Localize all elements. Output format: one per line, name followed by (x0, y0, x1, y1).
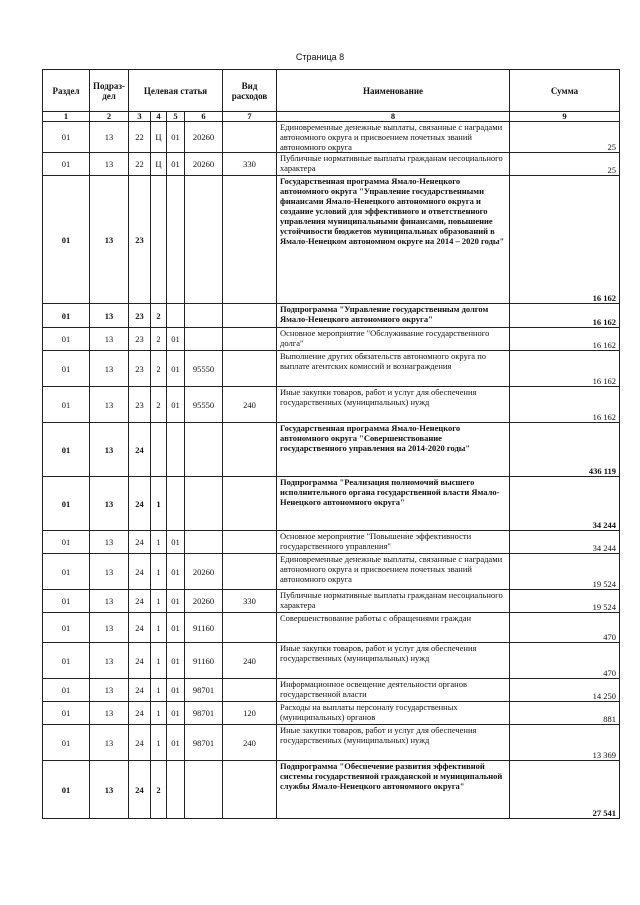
cell-summa: 881 (510, 702, 620, 725)
table-row (43, 725, 620, 761)
cell-razdel: 01 (43, 153, 90, 176)
cell-razdel: 01 (43, 351, 90, 387)
cell-naimenovanie: Информационное освещение деятельности органов государственной власти (277, 679, 510, 702)
cell-target-4 (185, 304, 223, 328)
cell-target-4 (185, 423, 223, 477)
table-row (43, 304, 620, 328)
budget-table (42, 69, 620, 819)
cell-summa: 19 524 (510, 554, 620, 590)
cell-target-2: 1 (151, 531, 167, 554)
cell-target-1: 22 (129, 122, 151, 153)
cell-podrazdel: 13 (90, 679, 129, 702)
cell-target-3: 01 (167, 122, 185, 153)
table-row (43, 176, 620, 304)
table-row (43, 554, 620, 590)
cell-podrazdel: 13 (90, 554, 129, 590)
cell-target-4: 98701 (185, 702, 223, 725)
cell-naimenovanie: Иные закупки товаров, работ и услуг для обеспечения государственных (муниципальных) нужд (277, 643, 510, 679)
cell-target-4: 20260 (185, 153, 223, 176)
cell-target-1: 24 (129, 477, 151, 531)
cell-target-2: 1 (151, 554, 167, 590)
cell-podrazdel: 13 (90, 643, 129, 679)
cell-naimenovanie: Подпрограмма "Реализация полномочий высшего исполнительного органа государственной власти Ямало-Ненецкого автономного округа" (277, 477, 510, 531)
cell-target-1: 24 (129, 423, 151, 477)
cell-target-2: 1 (151, 702, 167, 725)
cell-vid-rashodov (223, 679, 277, 702)
cell-podrazdel: 13 (90, 387, 129, 423)
cell-naimenovanie: Публичные нормативные выплаты гражданам несоциального характера (277, 153, 510, 176)
header-naimenovanie: Наименование (277, 70, 510, 112)
cell-podrazdel: 13 (90, 423, 129, 477)
cell-vid-rashodov: 240 (223, 387, 277, 423)
cell-target-1: 24 (129, 613, 151, 643)
cell-target-4: 95550 (185, 351, 223, 387)
page-label: Страница 8 (295, 52, 345, 62)
table-row (43, 531, 620, 554)
cell-razdel: 01 (43, 328, 90, 351)
cell-vid-rashodov (223, 477, 277, 531)
cell-razdel: 01 (43, 122, 90, 153)
col-number: 3 (129, 112, 151, 122)
cell-naimenovanie: Расходы на выплаты персоналу государственных (муниципальных) органов (277, 702, 510, 725)
cell-razdel: 01 (43, 702, 90, 725)
cell-razdel: 01 (43, 387, 90, 423)
cell-target-4 (185, 531, 223, 554)
column-number-row (43, 112, 620, 122)
cell-target-3: 01 (167, 643, 185, 679)
cell-vid-rashodov (223, 423, 277, 477)
cell-naimenovanie: Государственная программа Ямало-Ненецкого автономного округа "Совершенствование государственного управления на 2014-2020 годы" (277, 423, 510, 477)
cell-naimenovanie: Единовременные денежные выплаты, связанные с наградами автономного округа и присвоением почетных званий автономного округа (277, 122, 510, 153)
header-summa: Сумма (510, 70, 620, 112)
cell-summa: 13 369 (510, 725, 620, 761)
cell-target-1: 24 (129, 590, 151, 613)
cell-razdel: 01 (43, 477, 90, 531)
cell-vid-rashodov: 240 (223, 643, 277, 679)
cell-podrazdel: 13 (90, 613, 129, 643)
cell-target-3: 01 (167, 679, 185, 702)
cell-target-4 (185, 328, 223, 351)
cell-target-2: 1 (151, 725, 167, 761)
table-row (43, 679, 620, 702)
cell-podrazdel: 13 (90, 304, 129, 328)
col-number: 5 (167, 112, 185, 122)
cell-podrazdel: 13 (90, 531, 129, 554)
cell-target-1: 24 (129, 702, 151, 725)
cell-target-4 (185, 761, 223, 819)
col-number: 2 (90, 112, 129, 122)
cell-target-3: 01 (167, 387, 185, 423)
cell-target-2 (151, 176, 167, 304)
cell-razdel: 01 (43, 423, 90, 477)
cell-target-2: 2 (151, 761, 167, 819)
table-row (43, 423, 620, 477)
cell-naimenovanie: Иные закупки товаров, работ и услуг для обеспечения государственных (муниципальных) нужд (277, 387, 510, 423)
cell-target-2: 1 (151, 643, 167, 679)
cell-vid-rashodov (223, 351, 277, 387)
cell-razdel: 01 (43, 531, 90, 554)
table-row (43, 122, 620, 153)
cell-target-2: 2 (151, 351, 167, 387)
cell-podrazdel: 13 (90, 176, 129, 304)
cell-target-3 (167, 304, 185, 328)
cell-target-1: 23 (129, 387, 151, 423)
cell-summa: 34 244 (510, 531, 620, 554)
cell-target-1: 22 (129, 153, 151, 176)
cell-target-4: 20260 (185, 122, 223, 153)
cell-summa: 25 (510, 153, 620, 176)
table-row (43, 761, 620, 819)
cell-target-1: 23 (129, 304, 151, 328)
cell-target-2: 2 (151, 387, 167, 423)
cell-target-3 (167, 761, 185, 819)
table-row (43, 590, 620, 613)
cell-razdel: 01 (43, 679, 90, 702)
table-row (43, 477, 620, 531)
col-number: 8 (277, 112, 510, 122)
cell-target-4: 95550 (185, 387, 223, 423)
header-razdel: Раздел (43, 70, 90, 112)
cell-podrazdel: 13 (90, 702, 129, 725)
cell-summa: 16 162 (510, 351, 620, 387)
cell-summa: 470 (510, 613, 620, 643)
table-row (43, 153, 620, 176)
cell-podrazdel: 13 (90, 761, 129, 819)
cell-naimenovanie: Публичные нормативные выплаты гражданам несоциального характера (277, 590, 510, 613)
cell-podrazdel: 13 (90, 725, 129, 761)
header-vid-rashodov: Вид расходов (223, 70, 277, 112)
cell-target-2: 1 (151, 590, 167, 613)
table-body (43, 122, 620, 819)
cell-summa: 14 250 (510, 679, 620, 702)
cell-target-3: 01 (167, 351, 185, 387)
table-row (43, 643, 620, 679)
cell-target-1: 24 (129, 679, 151, 702)
cell-target-3: 01 (167, 153, 185, 176)
cell-podrazdel: 13 (90, 328, 129, 351)
cell-summa: 16 162 (510, 328, 620, 351)
cell-vid-rashodov (223, 554, 277, 590)
cell-naimenovanie: Выполнение других обязательств автономного округа по выплате агентских комиссий и вознаграждения (277, 351, 510, 387)
cell-summa: 436 119 (510, 423, 620, 477)
table-row (43, 328, 620, 351)
cell-naimenovanie: Основное мероприятие "Повышение эффективности государственного управления" (277, 531, 510, 554)
cell-target-2: 2 (151, 328, 167, 351)
cell-target-3 (167, 176, 185, 304)
cell-vid-rashodov (223, 613, 277, 643)
cell-summa: 27 541 (510, 761, 620, 819)
cell-vid-rashodov: 120 (223, 702, 277, 725)
cell-vid-rashodov (223, 328, 277, 351)
cell-vid-rashodov (223, 304, 277, 328)
table-row (43, 702, 620, 725)
cell-podrazdel: 13 (90, 153, 129, 176)
table-row (43, 613, 620, 643)
cell-razdel: 01 (43, 590, 90, 613)
cell-target-2: Ц (151, 122, 167, 153)
cell-target-4 (185, 176, 223, 304)
cell-summa: 16 162 (510, 176, 620, 304)
cell-target-3: 01 (167, 613, 185, 643)
cell-target-1: 23 (129, 351, 151, 387)
cell-target-1: 23 (129, 328, 151, 351)
col-number: 4 (151, 112, 167, 122)
cell-razdel: 01 (43, 613, 90, 643)
cell-naimenovanie: Иные закупки товаров, работ и услуг для обеспечения государственных (муниципальных) нужд (277, 725, 510, 761)
cell-target-4 (185, 477, 223, 531)
cell-vid-rashodov (223, 122, 277, 153)
cell-target-2: 1 (151, 613, 167, 643)
cell-naimenovanie: Основное мероприятие "Обслуживание государственного долга" (277, 328, 510, 351)
cell-target-3: 01 (167, 531, 185, 554)
table-row (43, 387, 620, 423)
cell-target-3: 01 (167, 725, 185, 761)
header-row (43, 70, 620, 112)
cell-razdel: 01 (43, 761, 90, 819)
cell-summa: 25 (510, 122, 620, 153)
cell-target-3: 01 (167, 554, 185, 590)
cell-target-2: Ц (151, 153, 167, 176)
cell-razdel: 01 (43, 554, 90, 590)
cell-target-1: 24 (129, 761, 151, 819)
cell-target-2 (151, 423, 167, 477)
cell-target-4: 98701 (185, 679, 223, 702)
header-celevaya-statya: Целевая статья (129, 70, 223, 112)
cell-vid-rashodov (223, 531, 277, 554)
cell-razdel: 01 (43, 176, 90, 304)
cell-naimenovanie: Подпрограмма "Управление государственным долгом Ямало-Ненецкого автономного округа" (277, 304, 510, 328)
cell-target-2: 2 (151, 304, 167, 328)
header-podrazdel: Подраз- дел (90, 70, 129, 112)
cell-target-3 (167, 477, 185, 531)
cell-naimenovanie: Государственная программа Ямало-Ненецкого автономного округа "Управление государственными финансами Ямало-Ненецкого автономного округа и создание условий для эффективного и ответственного управления муниципальными финансами, повышение устойчивости бюджетов муниципальных образований в Ямало-Ненецком автономном округе на 2014 – 2020 годы" (277, 176, 510, 304)
cell-vid-rashodov: 240 (223, 725, 277, 761)
cell-podrazdel: 13 (90, 477, 129, 531)
cell-vid-rashodov (223, 176, 277, 304)
cell-target-1: 24 (129, 643, 151, 679)
cell-podrazdel: 13 (90, 590, 129, 613)
cell-target-3: 01 (167, 702, 185, 725)
cell-summa: 34 244 (510, 477, 620, 531)
cell-naimenovanie: Единовременные денежные выплаты, связанные с наградами автономного округа и присвоением почетных званий автономного округа (277, 554, 510, 590)
cell-target-3 (167, 423, 185, 477)
cell-vid-rashodov: 330 (223, 590, 277, 613)
cell-target-4: 98701 (185, 725, 223, 761)
cell-vid-rashodov (223, 761, 277, 819)
cell-target-1: 23 (129, 176, 151, 304)
cell-naimenovanie: Совершенствование работы с обращениями граждан (277, 613, 510, 643)
cell-razdel: 01 (43, 304, 90, 328)
cell-target-3: 01 (167, 328, 185, 351)
cell-target-1: 24 (129, 554, 151, 590)
cell-summa: 470 (510, 643, 620, 679)
cell-summa: 19 524 (510, 590, 620, 613)
col-number: 7 (223, 112, 277, 122)
cell-target-2: 1 (151, 477, 167, 531)
cell-target-2: 1 (151, 679, 167, 702)
cell-target-1: 24 (129, 725, 151, 761)
cell-razdel: 01 (43, 643, 90, 679)
cell-summa: 16 162 (510, 387, 620, 423)
cell-target-4: 20260 (185, 554, 223, 590)
cell-summa: 16 162 (510, 304, 620, 328)
col-number: 9 (510, 112, 620, 122)
cell-target-4: 91160 (185, 613, 223, 643)
cell-naimenovanie: Подпрограмма "Обеспечение развития эффективной системы государственной гражданской и муниципальной службы Ямало-Ненецкого автономного округа" (277, 761, 510, 819)
cell-podrazdel: 13 (90, 122, 129, 153)
cell-razdel: 01 (43, 725, 90, 761)
table-row (43, 351, 620, 387)
cell-podrazdel: 13 (90, 351, 129, 387)
col-number: 6 (185, 112, 223, 122)
col-number: 1 (43, 112, 90, 122)
cell-target-3: 01 (167, 590, 185, 613)
cell-vid-rashodov: 330 (223, 153, 277, 176)
cell-target-1: 24 (129, 531, 151, 554)
cell-target-4: 20260 (185, 590, 223, 613)
cell-target-4: 91160 (185, 643, 223, 679)
